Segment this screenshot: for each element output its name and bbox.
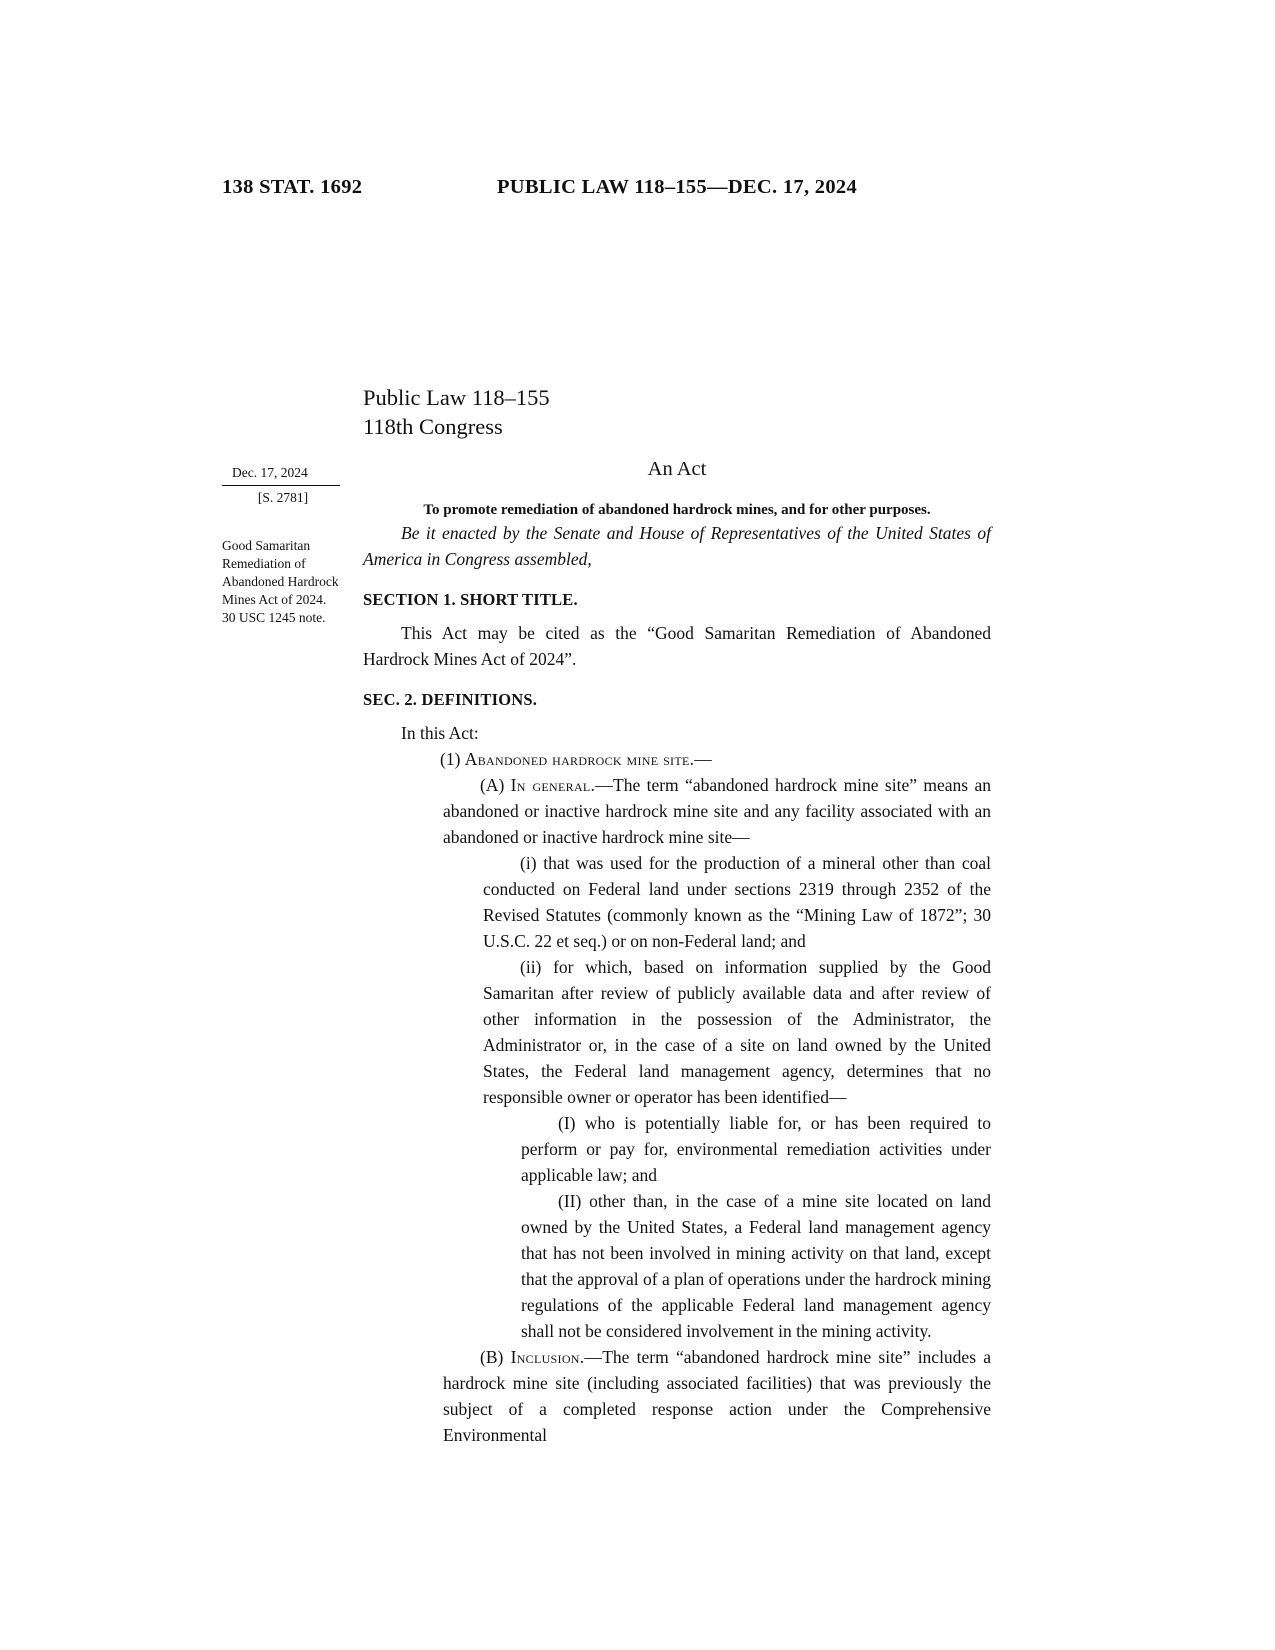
section2-heading: SEC. 2. DEFINITIONS. xyxy=(363,690,538,709)
definition-para-1 xyxy=(403,746,991,772)
definition-para-II xyxy=(521,1188,991,1344)
para-B-text: The term “abandoned hardrock mine site” includes a hardrock mine site (including associated facilities) that was previously the subject of a completed response action under the Comprehensive Environmental xyxy=(443,1347,992,1445)
act-title: An Act xyxy=(647,458,707,480)
definition-para-ii xyxy=(483,954,991,1110)
definition-para-I xyxy=(521,1110,991,1188)
para-A-label: (A) xyxy=(480,775,511,795)
usc-citation-note: 30 USC 1245 note. xyxy=(222,610,326,625)
congress-number: 118th Congress xyxy=(363,414,503,439)
purpose-line: To promote remediation of abandoned hardrock mines, and for other purposes. xyxy=(423,502,931,518)
para-B-term: Inclusion.— xyxy=(510,1347,603,1367)
para-ii-text: for which, based on information supplied by the Good Samaritan after review of publicly available data and after review of other information in the possession of the Administrator, the Administrator or, in the case of a site on land owned by the United States, the Federal land management agency, determines that no responsible owner or operator has been identified— xyxy=(483,957,991,1107)
section1-text: This Act may be cited as the “Good Samaritan Remediation of Abandoned Hardrock Mines Act of 2024”. xyxy=(363,623,991,669)
short-title-note: Good Samaritan Remediation of Abandoned Hardrock Mines Act of 2024. xyxy=(222,538,339,607)
stat-page-number: 138 STAT. 1692 xyxy=(222,176,363,198)
margin-note-date xyxy=(222,464,344,507)
para-I-label: (I) xyxy=(558,1113,585,1133)
definition-para-B xyxy=(443,1344,991,1448)
para-II-text: other than, in the case of a mine site located on land owned by the United States, a Federal land management agency that has not been involved in mining activity on that land, except that the approval of a plan of operations under the hardrock mining regulations of the applicable Federal land management agency shall not be considered involvement in the mining activity. xyxy=(521,1191,991,1341)
para-A-term: In general.— xyxy=(510,775,614,795)
margin-note-short-title xyxy=(222,537,344,627)
running-head xyxy=(222,176,1165,206)
para-A-text: The term “abandoned hardrock mine site” means an abandoned or inactive hardrock mine site and any facility associated with an abandoned or inactive hardrock mine site— xyxy=(443,775,991,847)
definition-para-A xyxy=(443,772,991,850)
running-head-title: PUBLIC LAW 118–155—DEC. 17, 2024 xyxy=(496,176,858,198)
section1-heading: SECTION 1. SHORT TITLE. xyxy=(363,590,578,609)
bill-number: [S. 2781] xyxy=(257,490,309,505)
para-B-label: (B) xyxy=(480,1347,511,1367)
para-i-text: that was used for the production of a mineral other than coal conducted on Federal land under sections 2319 through 2352 of the Revised Statutes (commonly known as the “Mining Law of 1872”; 30 U.S.C. 22 et seq.) or on non-Federal land; and xyxy=(483,853,991,951)
para-i-label: (i) xyxy=(520,853,544,873)
enacting-clause: Be it enacted by the Senate and House of Representatives of the United States of America in Congress assembled, xyxy=(363,523,991,569)
public-law-heading xyxy=(363,383,991,441)
para-II-label: (II) xyxy=(558,1191,590,1211)
public-law-number: Public Law 118–155 xyxy=(363,385,550,410)
para-1-term: Abandoned hardrock mine site.— xyxy=(464,749,713,769)
margin-note-rule xyxy=(222,485,340,486)
para-1-label: (1) xyxy=(440,749,465,769)
statute-text-column xyxy=(363,383,991,1448)
section2-intro: In this Act: xyxy=(401,723,479,743)
definition-para-i xyxy=(483,850,991,954)
enactment-date: Dec. 17, 2024 xyxy=(232,465,308,480)
para-ii-label: (ii) xyxy=(520,957,554,977)
para-I-text: who is potentially liable for, or has been required to perform or pay for, environmental remediation activities under applicable law; and xyxy=(521,1113,991,1185)
